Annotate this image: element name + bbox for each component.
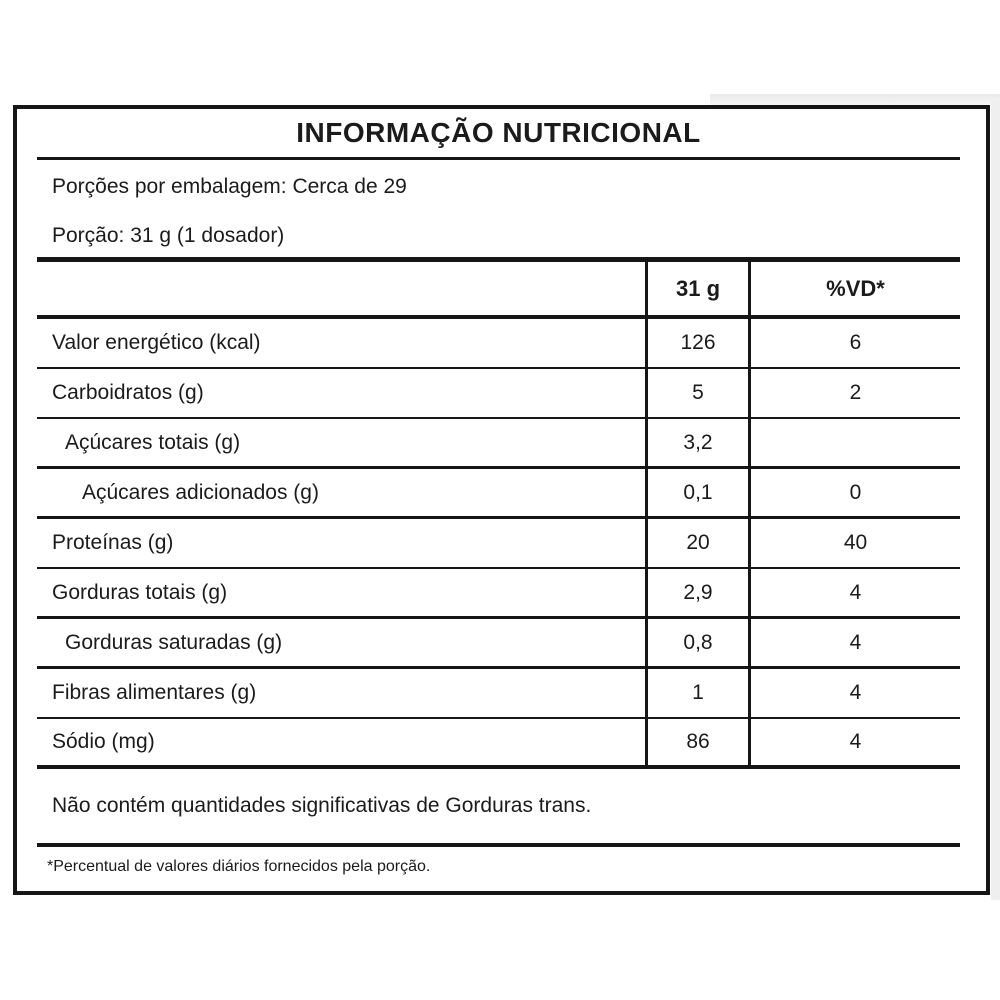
column-header-spacer	[37, 262, 645, 315]
label-content	[37, 109, 960, 876]
dv-value: 4	[748, 669, 960, 717]
nutrient-name: Gorduras totais (g)	[52, 580, 228, 604]
row-carboidratos	[37, 369, 960, 419]
nutrient-name: Açúcares adicionados (g)	[82, 480, 319, 504]
daily-value-footnote: *Percentual de valores diários fornecidos pela porção.	[47, 858, 431, 875]
row-gorduras-saturadas	[37, 619, 960, 669]
amount-value: 0,8	[645, 619, 748, 666]
amount-value: 1	[645, 669, 748, 717]
row-gorduras-totais	[37, 569, 960, 619]
row-acucares-adicionados	[37, 469, 960, 519]
nutrient-name: Fibras alimentares (g)	[52, 681, 257, 704]
column-header-dv: %VD*	[748, 262, 960, 315]
amount-value: 5	[645, 369, 748, 417]
amount-value: 126	[645, 319, 748, 367]
row-proteinas	[37, 519, 960, 569]
portion-size: Porção: 31 g (1 dosador)	[52, 224, 285, 248]
nutrition-label	[13, 105, 990, 895]
amount-value: 0,1	[645, 469, 748, 516]
amount-value: 86	[645, 719, 748, 765]
nutrient-name: Sódio (mg)	[52, 730, 155, 753]
dv-value: 4	[748, 569, 960, 616]
dv-value: 6	[748, 319, 960, 367]
row-sodio	[37, 719, 960, 769]
dv-value: 0	[748, 469, 960, 516]
nutrient-name: Valor energético (kcal)	[52, 331, 261, 354]
serving-info	[37, 160, 960, 262]
row-fibras-alimentares	[37, 669, 960, 719]
dv-value	[748, 419, 960, 466]
nutrient-name: Gorduras saturadas (g)	[65, 630, 283, 654]
row-valor-energetico	[37, 319, 960, 369]
dv-value: 4	[748, 719, 960, 765]
dv-value: 4	[748, 619, 960, 666]
dv-value: 40	[748, 519, 960, 567]
amount-value: 2,9	[645, 569, 748, 616]
amount-value: 20	[645, 519, 748, 567]
trans-fat-note: Não contém quantidades significativas de Gorduras trans.	[37, 769, 960, 847]
label-title: INFORMAÇÃO NUTRICIONAL	[37, 109, 960, 160]
dv-value: 2	[748, 369, 960, 417]
nutrient-name: Açúcares totais (g)	[65, 430, 241, 454]
nutrient-name: Proteínas (g)	[52, 531, 174, 554]
row-acucares-totais	[37, 419, 960, 469]
nutrient-name: Carboidratos (g)	[52, 381, 204, 404]
column-header-amount: 31 g	[645, 262, 748, 315]
amount-value: 3,2	[645, 419, 748, 466]
scan-artifact-top	[710, 94, 1000, 105]
servings-per-package: Porções por embalagem: Cerca de 29	[52, 175, 407, 198]
scan-artifact-right	[991, 100, 1000, 900]
table-header-row	[37, 262, 960, 319]
